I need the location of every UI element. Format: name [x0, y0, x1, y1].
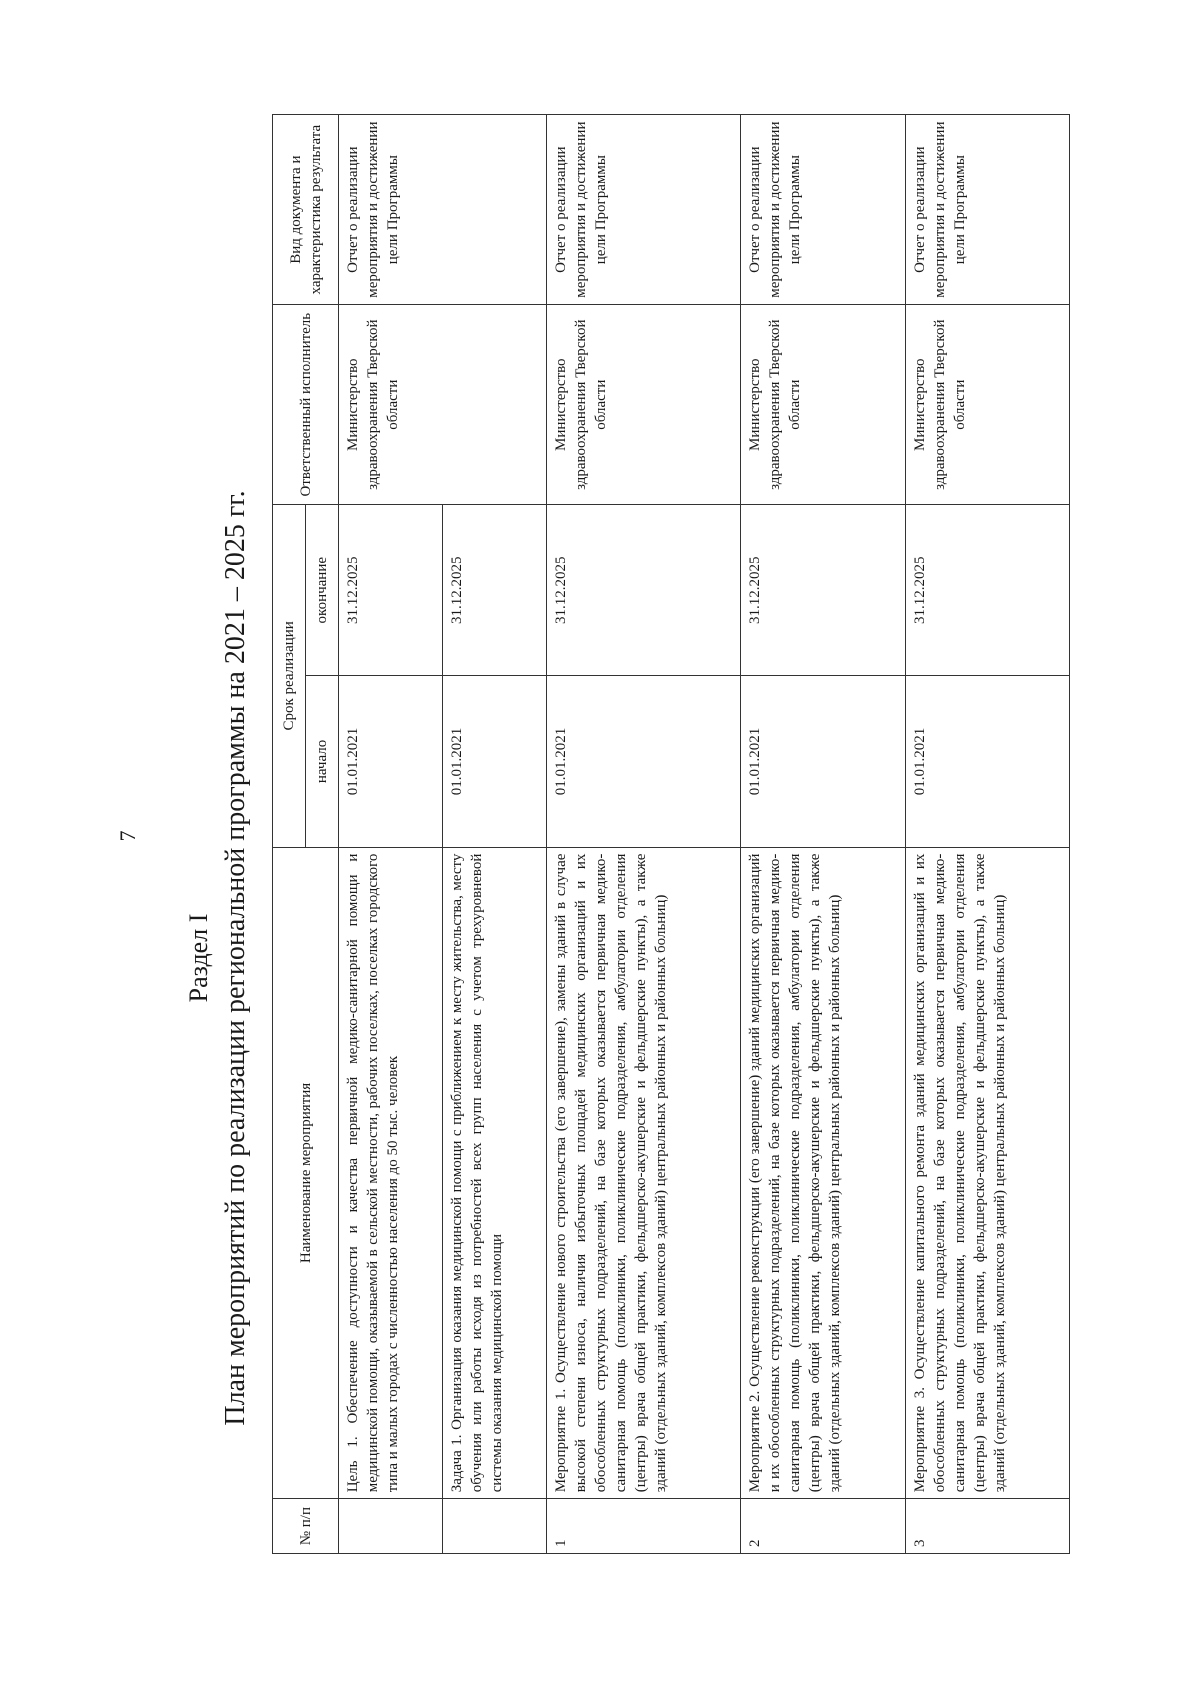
page-title: План мероприятий по реализации региональной программы на 2021 – 2025 гг. [220, 490, 251, 1426]
row-name: Мероприятие 2. Осуществление реконструкции (его завершение) зданий медицинских организаций и их обособленных структурных подразделений, на базе которых оказывается первичная медико-санитарная помощь (поликлиники, поликлинические подразделения, амбулатории отделения (центры) врача общей практики, фельдшерско-акушерские и фельдшерские пункты), а также зданий (отдельных зданий, комплексов зданий) центральных районных и районных больниц) [741, 847, 905, 1499]
row-end: 31.12.2025 [741, 505, 905, 676]
row-name: Цель 1. Обеспечение доступности и качества первичной медико-санитарной помощи и медицинской помощи, оказываемой в сельской местности, рабочих поселках, поселках городского типа и малых городах с численностью населения до 50 тыс. человек [339, 847, 443, 1499]
page-number: 7 [115, 830, 140, 842]
row-responsible: Министерство здравоохранения Тверской области [339, 305, 547, 505]
row-name: Мероприятие 3. Осуществление капитального ремонта зданий медицинских организаций и их обособленных структурных подразделений, на базе которых оказывается первичная медико-санитарная помощь (поликлиники, поликлинические подразделения, амбулатории отделения (центры) врача общей практики, фельдшерско-акушерские и фельдшерские пункты), а также зданий (отдельных зданий, комплексов зданий) центральных районных и районных больниц) [905, 847, 1069, 1499]
section-title: Раздел I [184, 913, 213, 1003]
row-end: 31.12.2025 [442, 505, 546, 676]
row-num: 2 [741, 1499, 905, 1554]
header-name: Наименование мероприятия [273, 847, 339, 1499]
row-num: 1 [546, 1499, 740, 1554]
table-row [339, 115, 443, 1554]
table-row [905, 115, 1069, 1554]
row-num [339, 1499, 443, 1554]
row-num: 3 [905, 1499, 1069, 1554]
row-start: 01.01.2021 [442, 676, 546, 847]
table-row [741, 115, 905, 1554]
header-doc: Вид документа и характеристика результата [273, 115, 339, 305]
row-doc: Отчет о реализации мероприятия и достижении цели Программы [546, 115, 740, 305]
row-doc: Отчет о реализации мероприятия и достижении цели Программы [741, 115, 905, 305]
row-name: Мероприятие 1. Осуществление нового строительства (его завершение), замены зданий в случае высокой степени износа, наличия избыточных площадей медицинских организаций и их обособленных структурных подразделений, на базе которых оказывается первичная медико-санитарная помощь (поликлиники, поликлинические подразделения, амбулатории отделения (центры) врача общей практики, фельдшерско-акушерские и фельдшерские пункты), а также зданий (отдельных зданий, комплексов зданий) центральных районных и районных больниц) [546, 847, 740, 1499]
table-header-row [273, 115, 306, 1554]
row-start: 01.01.2021 [339, 676, 443, 847]
title-block [181, 490, 255, 1425]
header-period: Срок реализации [273, 505, 306, 848]
plan-table [272, 114, 1070, 1554]
row-end: 31.12.2025 [546, 505, 740, 676]
row-end: 31.12.2025 [339, 505, 443, 676]
header-responsible: Ответственный исполнитель [273, 305, 339, 505]
row-start: 01.01.2021 [905, 676, 1069, 847]
row-num [442, 1499, 546, 1554]
row-start: 01.01.2021 [546, 676, 740, 847]
row-start: 01.01.2021 [741, 676, 905, 847]
plan-table-container [272, 114, 1070, 1554]
row-responsible: Министерство здравоохранения Тверской области [905, 305, 1069, 505]
header-start: начало [306, 676, 339, 847]
row-doc: Отчет о реализации мероприятия и достижении цели Программы [905, 115, 1069, 305]
row-responsible: Министерство здравоохранения Тверской области [741, 305, 905, 505]
row-responsible: Министерство здравоохранения Тверской области [546, 305, 740, 505]
row-end: 31.12.2025 [905, 505, 1069, 676]
row-doc: Отчет о реализации мероприятия и достижении цели Программы [339, 115, 547, 305]
header-end: окончание [306, 505, 339, 676]
row-name: Задача 1. Организация оказания медицинской помощи с приближением к месту жительства, месту обучения или работы исходя из потребностей всех групп населения с учетом трехуровневой системы оказания медицинской помощи [442, 847, 546, 1499]
header-num: № п/п [273, 1499, 339, 1554]
table-row [546, 115, 740, 1554]
